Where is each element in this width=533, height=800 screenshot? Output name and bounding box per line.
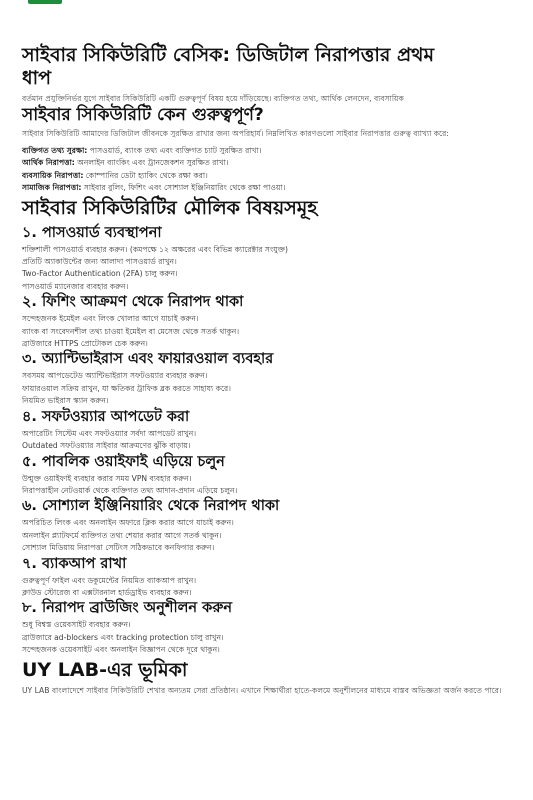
- section-software-update: [22, 408, 512, 453]
- why-paragraph: সাইবার সিকিউরিটি আমাদের ডিজিটাল জীবনকে সুরক্ষিত রাখার জন্য অপরিহার্য। নিম্নলিখিত কারণগুলো সাইবার নিরাপত্তার গুরুত্ব ব্যাখ্যা করে:: [22, 128, 449, 138]
- section-heading: ২. ফিশিং আক্রমণ থেকে নিরাপদ থাকা: [22, 294, 244, 311]
- list-item: শুধু বিশ্বস্ত ওয়েবসাইট ব্যবহার করুন।: [22, 620, 131, 630]
- list-item: নিয়মিত ভাইরাস স্ক্যান করুন।: [22, 396, 109, 406]
- list-item: ফায়ারওয়াল সক্রিয় রাখুন, যা ক্ষতিকর ট্রাফিক ব্লক করতে সাহায্য করে।: [22, 383, 231, 393]
- list-item: ব্রাউজারে HTTPS প্রোটোকল চেক করুন।: [22, 339, 148, 349]
- list-item: সামাজিক নিরাপত্তা: সাইবার বুলিং, ফিশিং এবং সোশ্যাল ইঞ্জিনিয়ারিং থেকে রক্ষা পাওয়া।: [22, 183, 286, 193]
- list-item: আর্থিক নিরাপত্তা: অনলাইন ব্যাংকিং এবং ট্রানজেকশন সুরক্ষিত রাখা।: [22, 158, 229, 168]
- section-public-wifi: [22, 453, 512, 498]
- why-heading: সাইবার সিকিউরিটি কেন গুরুত্বপূর্ণ?: [22, 104, 264, 125]
- list-item: অপরিচিত লিংক এবং অনলাইন অফারে ক্লিক করার আগে যাচাই করুন।: [22, 518, 234, 528]
- list-item: ব্যবসায়িক নিরাপত্তা: কোম্পানির ডেটা হ্যাকিং থেকে রক্ষা করা।: [22, 170, 208, 180]
- section-social-engineering: [22, 497, 512, 554]
- list-item: গুরুত্বপূর্ণ ফাইল এবং ডকুমেন্টের নিয়মিত ব্যাকআপ রাখুন।: [22, 575, 197, 585]
- section-heading: ৭. ব্যাকআপ রাখা: [22, 555, 127, 572]
- section-heading: ৩. অ্যান্টিভাইরাস এবং ফায়ারওয়াল ব্যবহার: [22, 351, 274, 368]
- uylab-paragraph: UY LAB বাংলাদেশে সাইবার সিকিউরিটি শেখার অন্যতম সেরা প্রতিষ্ঠান। এখানে শিক্ষার্থীরা হাতে-কলমে অনুশীলনের মাধ্যমে বাস্তব অভিজ্ঞতা অর্জন করতে পারে।: [22, 685, 502, 695]
- list-item: সন্দেহজনক ওয়েবসাইট এবং অনলাইন বিজ্ঞাপন থেকে দূরে থাকুন।: [22, 645, 220, 655]
- section-password: [22, 224, 512, 294]
- section-heading: ৬. সোশ্যাল ইঞ্জিনিয়ারিং থেকে নিরাপদ থাকা: [22, 498, 280, 515]
- why-list: [22, 145, 512, 195]
- list-item: সোশ্যাল মিডিয়ায় নিরাপত্তা সেটিংস সঠিকভাবে কনফিগার করুন।: [22, 543, 215, 553]
- list-item: Two-Factor Authentication (2FA) চালু করুন।: [22, 269, 178, 279]
- list-item: সবসময় আপডেটেড অ্যান্টিভাইরাস সফটওয়্যার ব্যবহার করুন।: [22, 371, 208, 381]
- list-item: উন্মুক্ত ওয়াইফাই ব্যবহার করার সময় VPN ব্যবহার করুন।: [22, 473, 192, 483]
- page-title: সাইবার সিকিউরিটি বেসিক: ডিজিটাল নিরাপত্তার প্রথম ধাপ: [22, 44, 434, 89]
- list-item: ব্যক্তিগত তথ্য সুরক্ষা: পাসওয়ার্ড, ব্যাংক তথ্য এবং ব্যক্তিগত চ্যাট সুরক্ষিত রাখা।: [22, 146, 262, 155]
- list-item: ব্যাংক বা সংবেদনশীল তথ্য চাওয়া ইমেইল বা মেসেজ থেকে সতর্ক থাকুন।: [22, 326, 240, 336]
- list-item: অনলাইন প্ল্যাটফর্মে ব্যক্তিগত তথ্য শেয়ার করার আগে সতর্ক থাকুন।: [22, 530, 222, 540]
- list-item: প্রতিটি অ্যাকাউন্টের জন্য আলাদা পাসওয়ার্ড রাখুন।: [22, 257, 177, 267]
- list-item: ব্রাউজারে ad-blockers এবং tracking protection চালু রাখুন।: [22, 632, 224, 642]
- top-accent-bar: [28, 0, 62, 4]
- intro-paragraph: বর্তমান প্রযুক্তিনির্ভর যুগে সাইবার সিকিউরিটি একটি গুরুত্বপূর্ণ বিষয় হয়ে দাঁড়িয়েছে। ব্যক্তিগত তথ্য, আর্থিক লেনদেন, ব্যবসায়িক: [22, 94, 404, 103]
- list-item: শক্তিশালী পাসওয়ার্ড ব্যবহার করুন। (কমপক্ষে ১২ অক্ষরের এবং বিভিন্ন ক্যারেক্টার সংযুক্ত): [22, 244, 288, 254]
- section-phishing: [22, 293, 512, 350]
- list-item: পাসওয়ার্ড ম্যানেজার ব্যবহার করুন।: [22, 281, 129, 291]
- list-item: ক্লাউড স্টোরেজ বা এক্সটারনাল হার্ডড্রাইভ ব্যবহার করুন।: [22, 587, 192, 597]
- list-item: অপারেটিং সিস্টেম এবং সফটওয়্যার সর্বদা আপডেট রাখুন।: [22, 428, 197, 438]
- section-safe-browsing: [22, 599, 512, 656]
- article: [22, 44, 512, 696]
- uylab-heading: UY LAB-এর ভূমিকা: [22, 658, 188, 681]
- section-backup: [22, 555, 512, 600]
- section-heading: ৪. সফটওয়্যার আপডেট করা: [22, 408, 190, 425]
- section-heading: ৮. নিরাপদ ব্রাউজিং অনুশীলন করুন: [22, 600, 233, 617]
- list-item: সন্দেহজনক ইমেইল এবং লিংক খোলার আগে যাচাই করুন।: [22, 314, 199, 324]
- list-item: Outdated সফটওয়্যার সাইবার আক্রমণের ঝুঁকি বাড়ায়।: [22, 441, 191, 451]
- section-antivirus: [22, 350, 512, 407]
- basics-heading: সাইবার সিকিউরিটির মৌলিক বিষয়সমূহ: [22, 196, 318, 219]
- section-heading: ৫. পাবলিক ওয়াইফাই এড়িয়ে চলুন: [22, 453, 225, 470]
- section-heading: ১. পাসওয়ার্ড ব্যবস্থাপনা: [22, 224, 162, 241]
- list-item: নিরাপত্তাহীন নেটওয়ার্ক থেকে ব্যক্তিগত তথ্য আদান-প্রদান এড়িয়ে চলুন।: [22, 485, 238, 495]
